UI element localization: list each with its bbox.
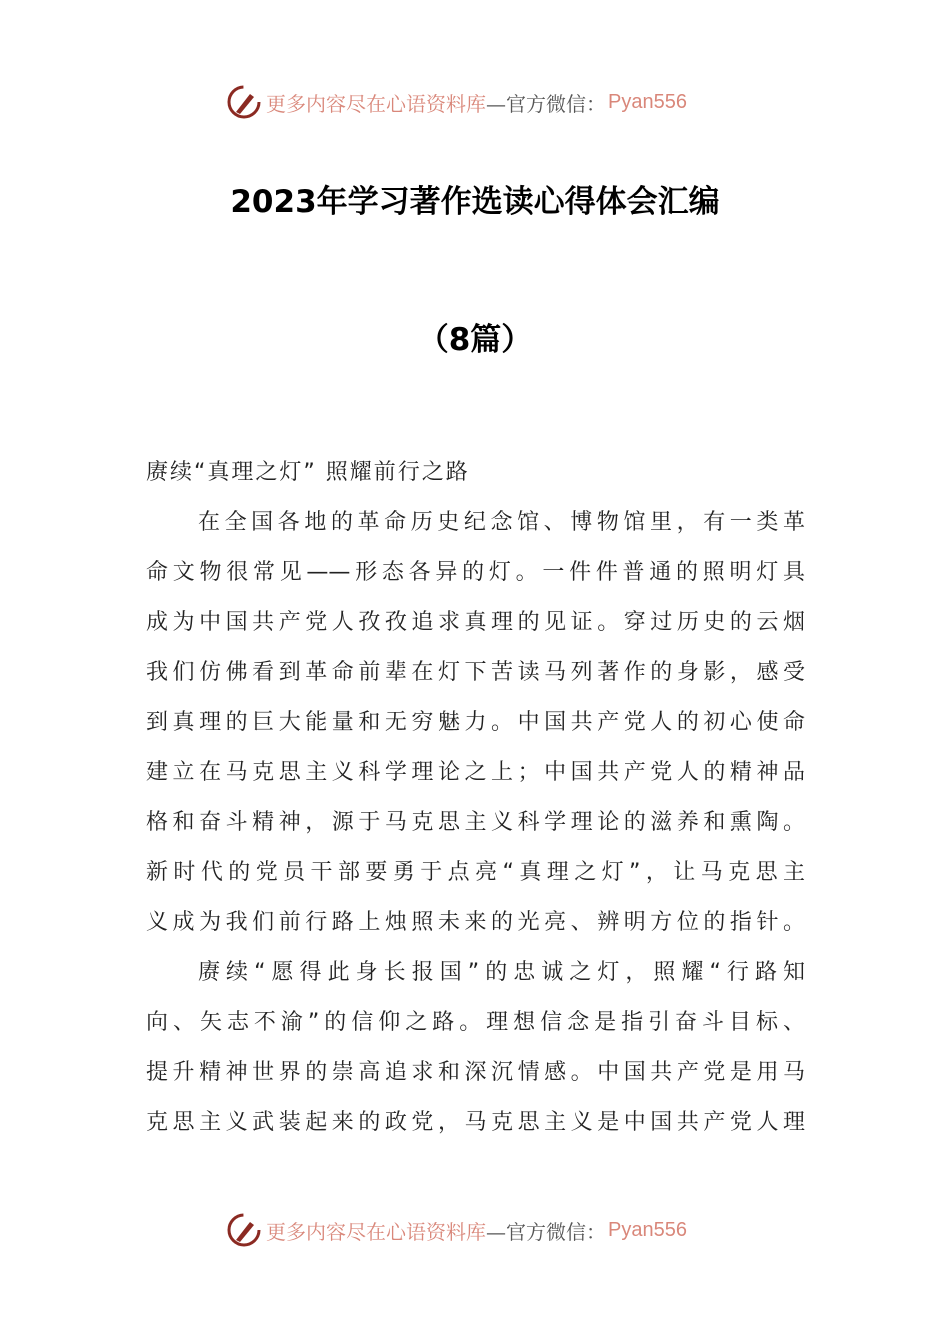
paragraph-line: 新时代的党员干部要勇于点亮“真理之灯”，让马克思主	[146, 860, 805, 885]
paragraph-line: 命文物很常见——形态各异的灯。一件件普通的照明灯具	[146, 560, 805, 585]
document-subtitle: （8篇）	[417, 322, 533, 358]
paragraph-line: 克思主义武装起来的政党，马克思主义是中国共产党人理	[146, 1110, 805, 1135]
section-heading: 赓续“真理之灯” 照耀前行之路	[146, 460, 470, 485]
paragraph-line: 成为中国共产党人孜孜追求真理的见证。穿过历史的云烟	[146, 610, 805, 635]
document-body	[146, 448, 805, 1148]
watermark-separator: —官方微信：	[486, 1219, 606, 1244]
paragraph-line: 提升精神世界的崇高追求和深沉情感。中国共产党是用马	[146, 1060, 805, 1085]
paragraph-line: 赓续“愿得此身长报国”的忠诚之灯，照耀“行路知	[198, 960, 805, 985]
paragraph-line: 格和奋斗精神，源于马克思主义科学理论的滋养和熏陶。	[146, 810, 805, 835]
paragraph-line: 义成为我们前行路上烛照未来的光亮、辨明方位的指针。	[146, 910, 805, 935]
watermark-wechat: Pyan556	[608, 90, 687, 113]
watermark-footer	[226, 1210, 687, 1250]
watermark-wechat: Pyan556	[608, 1218, 687, 1241]
paragraph-line: 到真理的巨大能量和无穷魅力。中国共产党人的初心使命	[146, 710, 805, 735]
watermark-separator: —官方微信：	[486, 91, 606, 116]
paragraph-line: 在全国各地的革命历史纪念馆、博物馆里，有一类革	[198, 510, 805, 535]
pen-logo-icon	[226, 84, 262, 120]
pen-logo-icon	[226, 1212, 262, 1248]
document-title: 2023年学习著作选读心得体会汇编	[230, 184, 720, 220]
paragraph	[146, 498, 805, 948]
watermark-site: 更多内容尽在心语资料库	[266, 91, 486, 116]
paragraph	[146, 948, 805, 1148]
watermark-header	[226, 82, 687, 122]
watermark-site: 更多内容尽在心语资料库	[266, 1219, 486, 1244]
paragraph-line: 向、矢志不渝”的信仰之路。理想信念是指引奋斗目标、	[146, 1010, 805, 1035]
paragraph-line: 我们仿佛看到革命前辈在灯下苦读马列著作的身影，感受	[146, 660, 805, 685]
paragraph-line: 建立在马克思主义科学理论之上；中国共产党人的精神品	[146, 760, 805, 785]
